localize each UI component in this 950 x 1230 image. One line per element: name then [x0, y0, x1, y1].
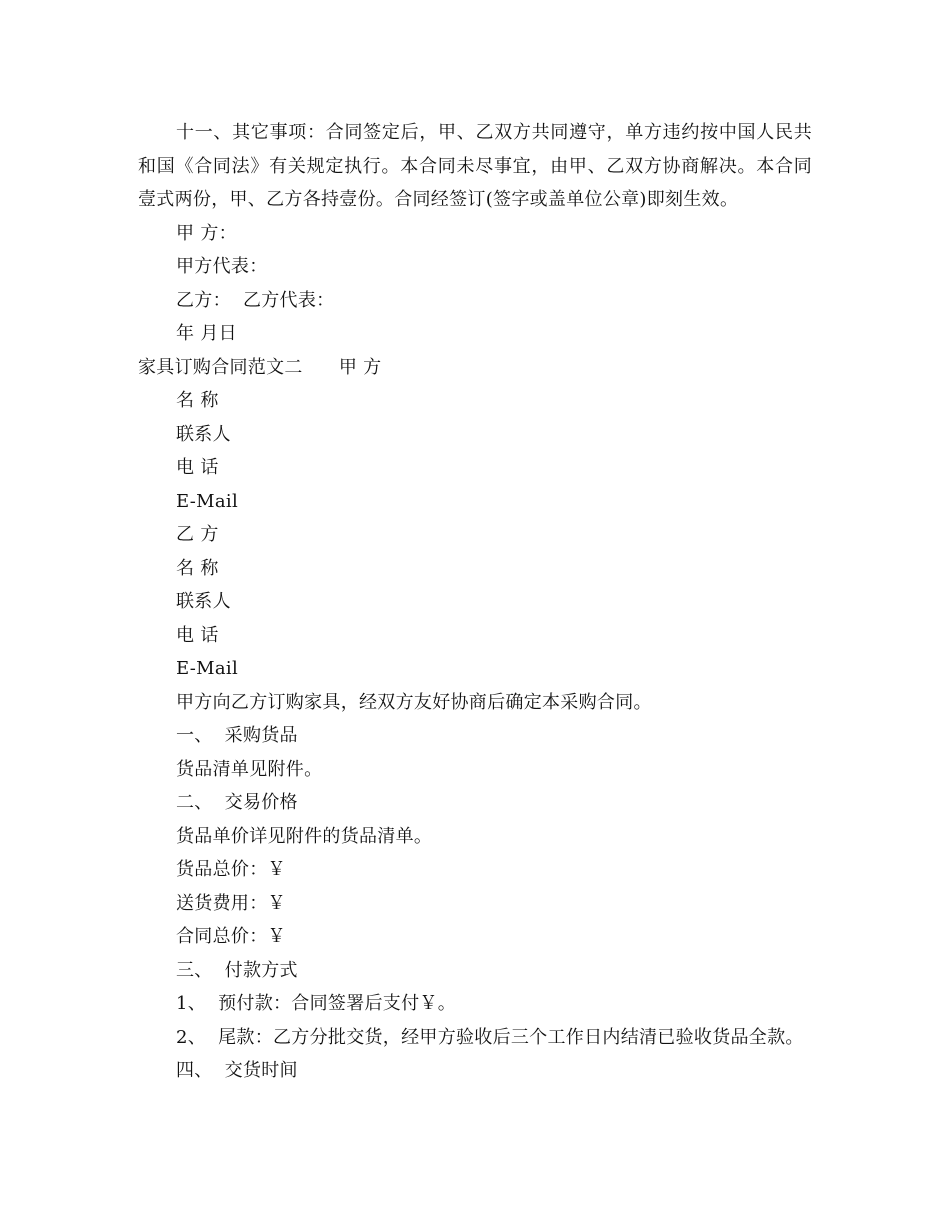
party-a-phone-label: 电 话 — [176, 457, 219, 478]
delivery-fee: 送货费用：￥ — [176, 892, 286, 914]
contract-total-price: 合同总价：￥ — [176, 926, 286, 947]
signature-date: 年 月日 — [176, 323, 237, 344]
signature-party-b: 乙方： 乙方代表： — [176, 289, 335, 311]
intro-text: 甲方向乙方订购家具，经双方友好协商后确定本采购合同。 — [176, 691, 652, 713]
heading-3-payment: 三、 付款方式 — [176, 959, 298, 981]
heading-2-price: 二、 交易价格 — [176, 792, 298, 813]
party-b-email-label: E-Mail — [176, 658, 239, 679]
heading-1-goods: 一、 采购货品 — [176, 725, 298, 746]
party-a-contact-label: 联系人 — [176, 423, 231, 445]
goods-list-text: 货品清单见附件。 — [176, 758, 323, 780]
payment-item-2: 2、 尾款：乙方分批交货，经甲方验收后三个工作日内结清已验收货品全款。 — [176, 1026, 804, 1048]
heading-4-delivery-time: 四、 交货时间 — [176, 1060, 298, 1081]
signature-party-a-representative: 甲方代表： — [176, 256, 268, 277]
party-b-heading: 乙 方 — [176, 524, 219, 545]
signature-party-a: 甲 方： — [176, 222, 237, 244]
goods-total-price: 货品总价：￥ — [176, 859, 286, 880]
party-b-name-label: 名 称 — [176, 557, 219, 579]
party-b-phone-label: 电 话 — [176, 624, 219, 646]
section-2-heading: 家具订购合同范文二 甲 方 — [138, 356, 382, 378]
payment-item-1: 1、 预付款：合同签署后支付￥。 — [176, 993, 456, 1014]
unit-price-text: 货品单价详见附件的货品清单。 — [176, 825, 433, 847]
party-a-email-label: E-Mail — [176, 490, 239, 512]
party-a-name-label: 名 称 — [176, 390, 219, 411]
document-body — [138, 116, 812, 1088]
party-b-contact-label: 联系人 — [176, 591, 231, 612]
clause-11-paragraph: 十一、其它事项：合同签定后，甲、乙双方共同遵守，单方违约按中国人民共和国《合同法》有关规定执行。本合同未尽事宜，由甲、乙双方协商解决。本合同壹式两份，甲、乙方各持壹份。合同经签订(签字或盖单位公章)即刻生效。 — [138, 122, 812, 210]
